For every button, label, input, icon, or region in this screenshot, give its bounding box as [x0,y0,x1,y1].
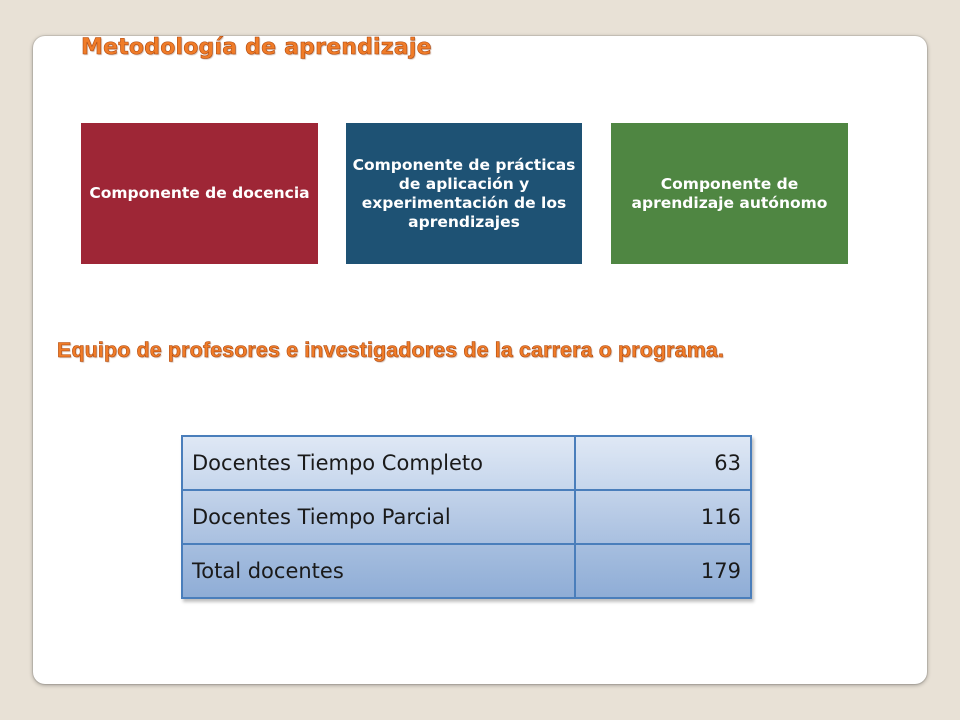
faculty-table [181,435,752,599]
row-label: Docentes Tiempo Completo [182,436,575,490]
component-docencia-label: Componente de docencia [89,184,310,202]
row-value: 179 [575,544,751,598]
table-row [182,490,751,544]
component-practicas-box [346,123,582,264]
row-label: Total docentes [182,544,575,598]
row-label: Docentes Tiempo Parcial [182,490,575,544]
component-practicas-label: Componente de prácticas de aplicación y experimentación de los aprendizajes [352,155,576,231]
table-row [182,544,751,598]
section-subtitle: Equipo de profesores e investigadores de la carrera o programa. [57,338,725,362]
slide-title: Metodología de aprendizaje [81,35,432,60]
row-value: 63 [575,436,751,490]
table-row [182,436,751,490]
component-autonomo-box [611,123,848,264]
component-autonomo-label: Componente de aprendizaje autónomo [631,174,828,212]
component-docencia-box [81,123,318,264]
row-value: 116 [575,490,751,544]
